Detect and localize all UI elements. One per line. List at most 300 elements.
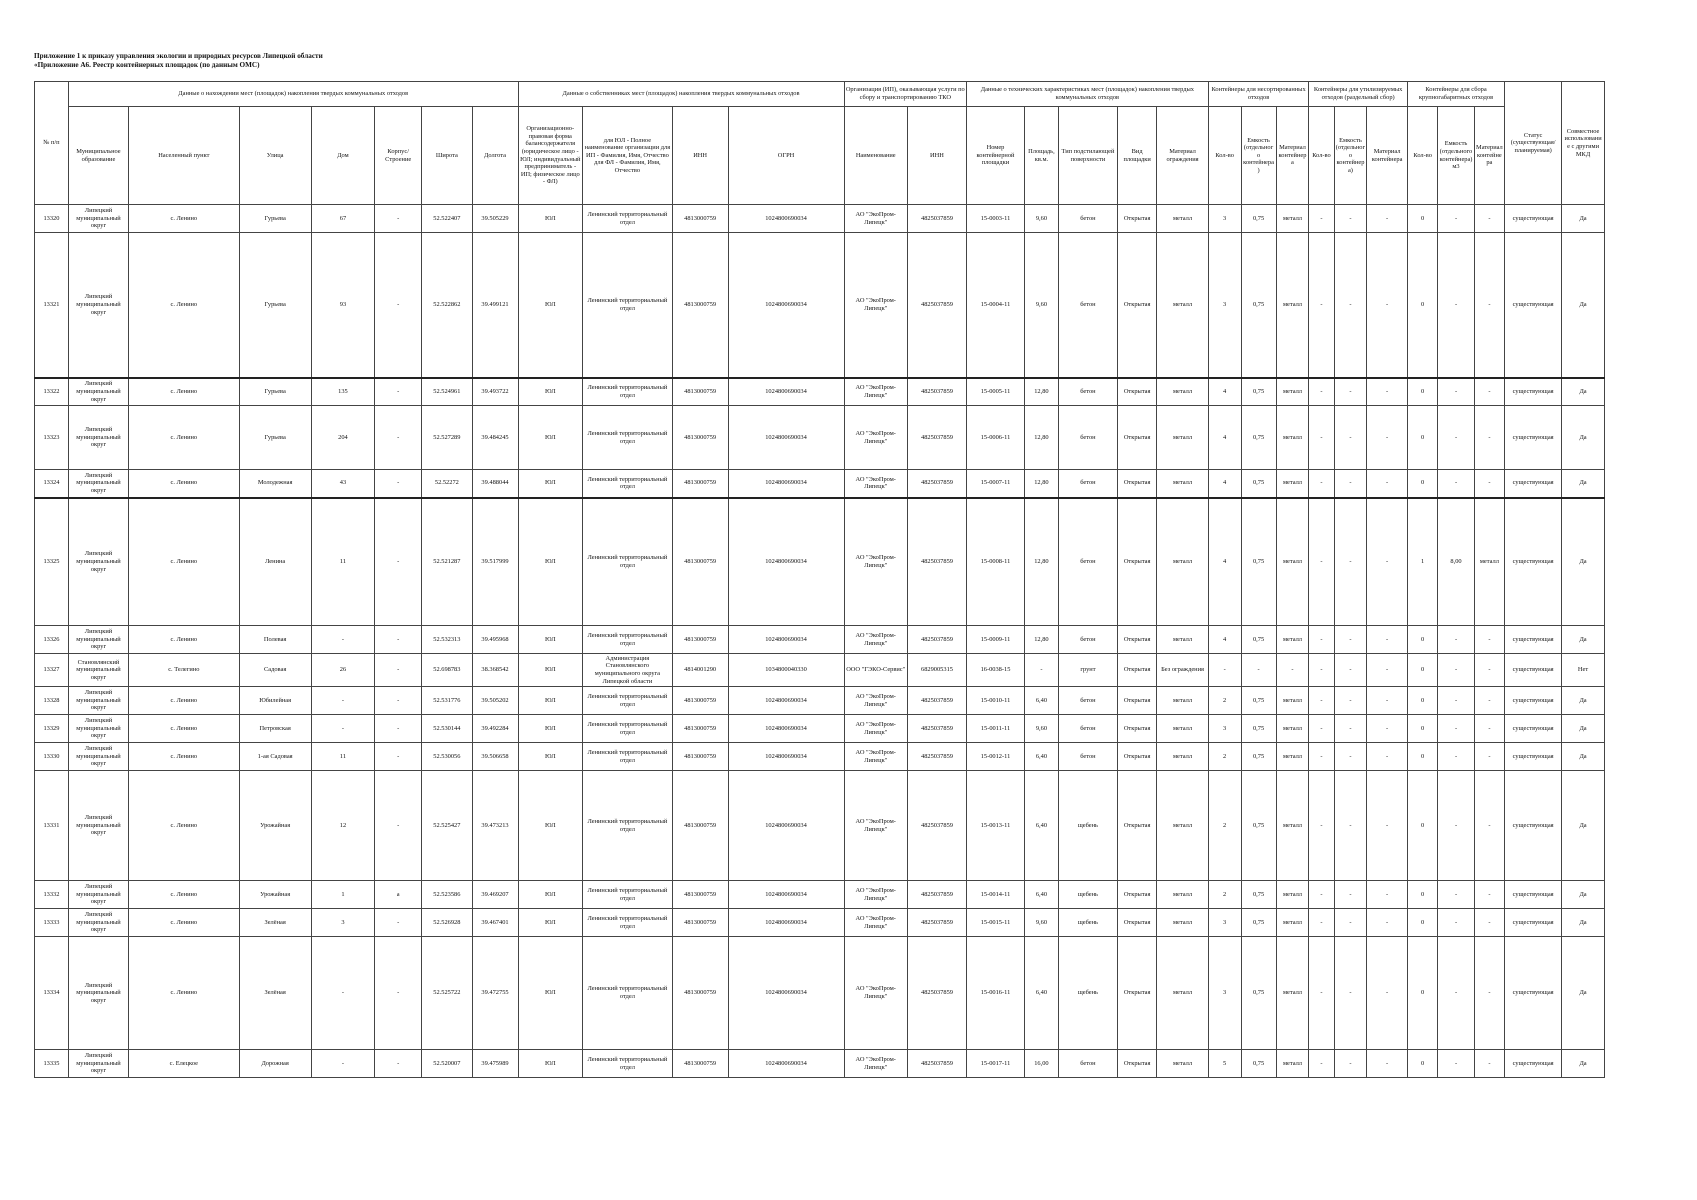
- cell-own: Ленинский территориальный отдел: [583, 626, 673, 654]
- cell-typ: Открытая: [1117, 1050, 1156, 1078]
- cell-stat: существующая: [1505, 771, 1562, 881]
- cell-rv: -: [1334, 654, 1367, 687]
- table-row: [35, 909, 1605, 937]
- cell-opinn: 4825037859: [907, 626, 966, 654]
- cell-inn: 4813000759: [672, 205, 728, 233]
- cell-rv: -: [1334, 470, 1367, 498]
- cell-own: Ленинский территориальный отдел: [583, 687, 673, 715]
- cell-lat: 52.524961: [422, 378, 472, 406]
- cell-own: Администрация Становлянского муниципального округа Липецкой области: [583, 654, 673, 687]
- header-group-operator: Организация (ИП), оказывающая услуги по сбору и транспортированию ТКО: [844, 82, 967, 107]
- cell-sh: Да: [1562, 498, 1605, 626]
- cell-lon: 39.492284: [472, 715, 518, 743]
- cell-inn: 4813000759: [672, 233, 728, 378]
- cell-rq: -: [1309, 881, 1334, 909]
- cell-n: 13329: [35, 715, 69, 743]
- cell-rq: -: [1309, 378, 1334, 406]
- cell-um: металл: [1276, 498, 1309, 626]
- cell-lon: 38.368542: [472, 654, 518, 687]
- cell-bq: 0: [1407, 881, 1438, 909]
- cell-lon: 39.467401: [472, 909, 518, 937]
- table-row: [35, 626, 1605, 654]
- cell-stat: существующая: [1505, 654, 1562, 687]
- cell-inn: 4813000759: [672, 881, 728, 909]
- header-col-recycle-material: Материал контейнера: [1367, 107, 1407, 205]
- cell-s: с. Ленино: [129, 205, 239, 233]
- header-col-site-type: Вид площадки: [1117, 107, 1156, 205]
- cell-stat: существующая: [1505, 233, 1562, 378]
- cell-b: -: [375, 498, 422, 626]
- cell-sur: бетон: [1058, 205, 1117, 233]
- cell-b: -: [375, 654, 422, 687]
- cell-lf: ЮЛ: [518, 406, 583, 470]
- cell-lf: ЮЛ: [518, 909, 583, 937]
- cell-rm: -: [1367, 1050, 1407, 1078]
- cell-inn: 4813000759: [672, 378, 728, 406]
- cell-stat: существующая: [1505, 378, 1562, 406]
- cell-bm: -: [1474, 406, 1505, 470]
- cell-opinn: 4825037859: [907, 909, 966, 937]
- cell-mun: Липецкий муниципальный округ: [68, 881, 128, 909]
- cell-site: 15-0016-11: [967, 937, 1025, 1050]
- cell-uv: 0,75: [1241, 470, 1276, 498]
- cell-lon: 39.488044: [472, 470, 518, 498]
- cell-lf: ЮЛ: [518, 1050, 583, 1078]
- cell-s: с. Ленино: [129, 771, 239, 881]
- cell-bv: -: [1438, 233, 1474, 378]
- cell-bq: 0: [1407, 626, 1438, 654]
- cell-uq: 3: [1208, 715, 1241, 743]
- cell-ogrn: 1024800690034: [728, 743, 844, 771]
- cell-own: Ленинский территориальный отдел: [583, 498, 673, 626]
- cell-op: АО "ЭкоПром-Липецк": [844, 909, 907, 937]
- cell-bq: 0: [1407, 233, 1438, 378]
- cell-typ: Открытая: [1117, 715, 1156, 743]
- cell-bq: 0: [1407, 406, 1438, 470]
- cell-bv: 8,00: [1438, 498, 1474, 626]
- cell-fen: металл: [1157, 378, 1208, 406]
- cell-lon: 39.499121: [472, 233, 518, 378]
- cell-opinn: 4825037859: [907, 406, 966, 470]
- cell-fen: металл: [1157, 937, 1208, 1050]
- cell-op: АО "ЭкоПром-Липецк": [844, 205, 907, 233]
- cell-bm: -: [1474, 626, 1505, 654]
- cell-bv: -: [1438, 715, 1474, 743]
- cell-n: 13324: [35, 470, 69, 498]
- cell-op: АО "ЭкоПром-Липецк": [844, 233, 907, 378]
- cell-site: 15-0009-11: [967, 626, 1025, 654]
- cell-n: 13326: [35, 626, 69, 654]
- cell-rq: -: [1309, 654, 1334, 687]
- header-col-inn: ИНН: [672, 107, 728, 205]
- cell-s: с. Ленино: [129, 470, 239, 498]
- cell-sur: бетон: [1058, 626, 1117, 654]
- cell-rm: -: [1367, 406, 1407, 470]
- header-group-location: Данные о нахождении мест (площадок) накопления твердых коммунальных отходов: [68, 82, 518, 107]
- cell-s: с. Телегино: [129, 654, 239, 687]
- cell-rm: -: [1367, 909, 1407, 937]
- cell-fen: металл: [1157, 687, 1208, 715]
- cell-lat: 52.525722: [422, 937, 472, 1050]
- cell-bv: -: [1438, 654, 1474, 687]
- cell-site: 15-0010-11: [967, 687, 1025, 715]
- cell-sur: грунт: [1058, 654, 1117, 687]
- cell-rq: -: [1309, 470, 1334, 498]
- cell-stat: существующая: [1505, 909, 1562, 937]
- cell-s: с. Ленино: [129, 378, 239, 406]
- cell-mun: Липецкий муниципальный округ: [68, 626, 128, 654]
- cell-bq: 0: [1407, 687, 1438, 715]
- cell-rq: -: [1309, 233, 1334, 378]
- cell-lf: ЮЛ: [518, 937, 583, 1050]
- cell-s: с. Ленино: [129, 937, 239, 1050]
- cell-site: 15-0003-11: [967, 205, 1025, 233]
- cell-n: 13335: [35, 1050, 69, 1078]
- cell-s: с. Ленино: [129, 909, 239, 937]
- header-col-bulky-material: Материал контейнера: [1474, 107, 1505, 205]
- cell-um: металл: [1276, 1050, 1309, 1078]
- cell-mun: Липецкий муниципальный округ: [68, 909, 128, 937]
- cell-um: металл: [1276, 771, 1309, 881]
- cell-lon: 39.472755: [472, 937, 518, 1050]
- cell-sh: Да: [1562, 470, 1605, 498]
- cell-uv: 0,75: [1241, 771, 1276, 881]
- cell-sur: бетон: [1058, 378, 1117, 406]
- cell-own: Ленинский территориальный отдел: [583, 937, 673, 1050]
- cell-st: Гурьева: [239, 406, 311, 470]
- cell-rv: -: [1334, 715, 1367, 743]
- cell-b: -: [375, 205, 422, 233]
- cell-fen: металл: [1157, 909, 1208, 937]
- cell-um: металл: [1276, 687, 1309, 715]
- cell-st: Гурьева: [239, 205, 311, 233]
- cell-sh: Да: [1562, 909, 1605, 937]
- cell-lat: 52.531776: [422, 687, 472, 715]
- cell-typ: Открытая: [1117, 205, 1156, 233]
- cell-fen: металл: [1157, 1050, 1208, 1078]
- cell-n: 13334: [35, 937, 69, 1050]
- cell-n: 13320: [35, 205, 69, 233]
- cell-mun: Липецкий муниципальный округ: [68, 233, 128, 378]
- cell-bm: -: [1474, 909, 1505, 937]
- cell-sur: бетон: [1058, 715, 1117, 743]
- cell-rm: -: [1367, 378, 1407, 406]
- header-group-recycle: Контейнеры для утилизируемых отходов (раздельный сбор): [1309, 82, 1407, 107]
- cell-fen: металл: [1157, 498, 1208, 626]
- cell-bm: -: [1474, 654, 1505, 687]
- cell-uv: 0,75: [1241, 881, 1276, 909]
- cell-rq: -: [1309, 205, 1334, 233]
- cell-opinn: 4825037859: [907, 470, 966, 498]
- cell-typ: Открытая: [1117, 937, 1156, 1050]
- cell-own: Ленинский территориальный отдел: [583, 470, 673, 498]
- cell-mun: Липецкий муниципальный округ: [68, 687, 128, 715]
- header-col-surface: Тип подстилающей поверхности: [1058, 107, 1117, 205]
- cell-rm: -: [1367, 470, 1407, 498]
- cell-rm: -: [1367, 626, 1407, 654]
- cell-lf: ЮЛ: [518, 498, 583, 626]
- cell-uq: 2: [1208, 771, 1241, 881]
- cell-area: -: [1024, 654, 1058, 687]
- cell-rv: -: [1334, 687, 1367, 715]
- cell-lf: ЮЛ: [518, 881, 583, 909]
- cell-st: Урожайная: [239, 881, 311, 909]
- cell-opinn: 4825037859: [907, 771, 966, 881]
- cell-sur: бетон: [1058, 498, 1117, 626]
- cell-area: 6,40: [1024, 771, 1058, 881]
- cell-opinn: 4825037859: [907, 233, 966, 378]
- cell-op: АО "ЭкоПром-Липецк": [844, 378, 907, 406]
- cell-uq: 3: [1208, 233, 1241, 378]
- cell-area: 6,40: [1024, 687, 1058, 715]
- cell-site: 15-0012-11: [967, 743, 1025, 771]
- cell-typ: Открытая: [1117, 498, 1156, 626]
- cell-area: 9,60: [1024, 715, 1058, 743]
- cell-sh: Да: [1562, 715, 1605, 743]
- cell-own: Ленинский территориальный отдел: [583, 771, 673, 881]
- cell-own: Ленинский территориальный отдел: [583, 205, 673, 233]
- cell-fen: металл: [1157, 470, 1208, 498]
- cell-uv: 0,75: [1241, 233, 1276, 378]
- cell-lf: ЮЛ: [518, 654, 583, 687]
- cell-uv: 0,75: [1241, 743, 1276, 771]
- cell-lon: 39.505202: [472, 687, 518, 715]
- cell-lat: 52.532313: [422, 626, 472, 654]
- cell-st: Юбилейная: [239, 687, 311, 715]
- cell-bm: металл: [1474, 498, 1505, 626]
- cell-ogrn: 1024800690034: [728, 881, 844, 909]
- cell-bv: -: [1438, 771, 1474, 881]
- cell-rm: -: [1367, 498, 1407, 626]
- cell-site: 15-0011-11: [967, 715, 1025, 743]
- cell-typ: Открытая: [1117, 406, 1156, 470]
- cell-op: АО "ЭкоПром-Липецк": [844, 406, 907, 470]
- cell-bq: 0: [1407, 909, 1438, 937]
- cell-bv: -: [1438, 937, 1474, 1050]
- cell-uv: 0,75: [1241, 909, 1276, 937]
- cell-lf: ЮЛ: [518, 715, 583, 743]
- header-group-owners: Данные о собственниках мест (площадок) накопления твердых коммунальных отходов: [518, 82, 844, 107]
- cell-um: металл: [1276, 715, 1309, 743]
- cell-s: с. Ленино: [129, 881, 239, 909]
- cell-bq: 0: [1407, 743, 1438, 771]
- cell-sh: Нет: [1562, 654, 1605, 687]
- cell-bq: 0: [1407, 654, 1438, 687]
- cell-ogrn: 1024800690034: [728, 1050, 844, 1078]
- cell-ogrn: 1034800040330: [728, 654, 844, 687]
- table-row: [35, 406, 1605, 470]
- cell-h: 135: [311, 378, 374, 406]
- cell-typ: Открытая: [1117, 378, 1156, 406]
- cell-um: металл: [1276, 626, 1309, 654]
- cell-inn: 4813000759: [672, 743, 728, 771]
- header-status: Статус (существующая/ планируемая): [1505, 82, 1562, 205]
- cell-b: -: [375, 378, 422, 406]
- cell-op: АО "ЭкоПром-Липецк": [844, 1050, 907, 1078]
- cell-ogrn: 1024800690034: [728, 771, 844, 881]
- cell-op: АО "ЭкоПром-Липецк": [844, 687, 907, 715]
- cell-bv: -: [1438, 881, 1474, 909]
- cell-rm: -: [1367, 687, 1407, 715]
- cell-lat: 52.698783: [422, 654, 472, 687]
- cell-st: Зелёная: [239, 909, 311, 937]
- cell-bm: -: [1474, 1050, 1505, 1078]
- cell-mun: Липецкий муниципальный округ: [68, 406, 128, 470]
- cell-lf: ЮЛ: [518, 687, 583, 715]
- cell-uv: 0,75: [1241, 687, 1276, 715]
- cell-h: 12: [311, 771, 374, 881]
- header-col-recycle-volume: Емкость (отдельного контейнера): [1334, 107, 1367, 205]
- cell-bm: -: [1474, 743, 1505, 771]
- cell-h: 43: [311, 470, 374, 498]
- cell-bv: -: [1438, 406, 1474, 470]
- cell-own: Ленинский территориальный отдел: [583, 909, 673, 937]
- cell-lon: 39.506658: [472, 743, 518, 771]
- cell-lat: 52.527289: [422, 406, 472, 470]
- cell-bm: -: [1474, 470, 1505, 498]
- cell-n: 13321: [35, 233, 69, 378]
- cell-op: АО "ЭкоПром-Липецк": [844, 498, 907, 626]
- cell-b: -: [375, 626, 422, 654]
- cell-ogrn: 1024800690034: [728, 687, 844, 715]
- cell-area: 6,40: [1024, 743, 1058, 771]
- cell-uv: 0,75: [1241, 378, 1276, 406]
- cell-rq: -: [1309, 498, 1334, 626]
- cell-st: Дорожная: [239, 1050, 311, 1078]
- cell-typ: Открытая: [1117, 771, 1156, 881]
- cell-uv: 0,75: [1241, 715, 1276, 743]
- cell-b: -: [375, 406, 422, 470]
- cell-rv: -: [1334, 378, 1367, 406]
- cell-uv: 0,75: [1241, 406, 1276, 470]
- cell-uv: 0,75: [1241, 498, 1276, 626]
- cell-area: 12,80: [1024, 498, 1058, 626]
- cell-lat: 52.530144: [422, 715, 472, 743]
- cell-opinn: 4825037859: [907, 205, 966, 233]
- cell-stat: существующая: [1505, 498, 1562, 626]
- cell-h: -: [311, 687, 374, 715]
- cell-fen: металл: [1157, 233, 1208, 378]
- cell-bq: 0: [1407, 1050, 1438, 1078]
- cell-um: металл: [1276, 743, 1309, 771]
- cell-st: Петровская: [239, 715, 311, 743]
- cell-mun: Липецкий муниципальный округ: [68, 470, 128, 498]
- cell-inn: 4813000759: [672, 498, 728, 626]
- cell-h: 204: [311, 406, 374, 470]
- cell-op: АО "ЭкоПром-Липецк": [844, 881, 907, 909]
- cell-bq: 0: [1407, 378, 1438, 406]
- cell-sur: бетон: [1058, 406, 1117, 470]
- cell-opinn: 4825037859: [907, 687, 966, 715]
- cell-uq: 3: [1208, 205, 1241, 233]
- cell-n: 13323: [35, 406, 69, 470]
- header-col-unsorted-volume: Емкость (отдельного контейнера): [1241, 107, 1276, 205]
- cell-bv: -: [1438, 626, 1474, 654]
- cell-bm: -: [1474, 233, 1505, 378]
- cell-st: Урожайная: [239, 771, 311, 881]
- cell-um: -: [1276, 654, 1309, 687]
- cell-b: -: [375, 233, 422, 378]
- table-body: [35, 205, 1605, 1078]
- cell-op: АО "ЭкоПром-Липецк": [844, 771, 907, 881]
- table-row: [35, 470, 1605, 498]
- cell-rq: -: [1309, 909, 1334, 937]
- cell-um: металл: [1276, 937, 1309, 1050]
- cell-sh: Да: [1562, 233, 1605, 378]
- cell-opinn: 4825037859: [907, 1050, 966, 1078]
- cell-s: с. Ленино: [129, 626, 239, 654]
- cell-b: -: [375, 909, 422, 937]
- cell-h: 1: [311, 881, 374, 909]
- cell-inn: 4813000759: [672, 937, 728, 1050]
- header-col-area: Площадь, кв.м.: [1024, 107, 1058, 205]
- title-line-1: Приложение 1 к приказу управления экологии и природных ресурсов Липецкой области: [34, 52, 323, 60]
- header-shared: Совместное использование с другими МКД: [1562, 82, 1605, 205]
- cell-s: с. Ленино: [129, 498, 239, 626]
- cell-sur: щебень: [1058, 909, 1117, 937]
- cell-inn: 4813000759: [672, 406, 728, 470]
- cell-mun: Липецкий муниципальный округ: [68, 715, 128, 743]
- header-col-building: Корпус/Строение: [375, 107, 422, 205]
- cell-lat: 52.522862: [422, 233, 472, 378]
- cell-sur: бетон: [1058, 1050, 1117, 1078]
- cell-rv: -: [1334, 498, 1367, 626]
- cell-bm: -: [1474, 771, 1505, 881]
- cell-bm: -: [1474, 881, 1505, 909]
- cell-typ: Открытая: [1117, 743, 1156, 771]
- cell-ogrn: 1024800690034: [728, 233, 844, 378]
- cell-area: 6,40: [1024, 937, 1058, 1050]
- cell-fen: металл: [1157, 715, 1208, 743]
- header-col-bulky-qty: Кол-во: [1407, 107, 1438, 205]
- cell-fen: металл: [1157, 881, 1208, 909]
- cell-um: металл: [1276, 909, 1309, 937]
- cell-uq: 4: [1208, 470, 1241, 498]
- cell-bq: 0: [1407, 937, 1438, 1050]
- cell-typ: Открытая: [1117, 909, 1156, 937]
- cell-h: 26: [311, 654, 374, 687]
- cell-fen: Без ограждения: [1157, 654, 1208, 687]
- cell-n: 13322: [35, 378, 69, 406]
- cell-bq: 1: [1407, 498, 1438, 626]
- cell-lat: 52.520007: [422, 1050, 472, 1078]
- cell-rm: -: [1367, 881, 1407, 909]
- cell-typ: Открытая: [1117, 626, 1156, 654]
- cell-sh: Да: [1562, 881, 1605, 909]
- cell-fen: металл: [1157, 406, 1208, 470]
- cell-ogrn: 1024800690034: [728, 470, 844, 498]
- cell-n: 13333: [35, 909, 69, 937]
- cell-st: Молодежная: [239, 470, 311, 498]
- cell-rv: -: [1334, 406, 1367, 470]
- cell-lf: ЮЛ: [518, 378, 583, 406]
- cell-h: 67: [311, 205, 374, 233]
- cell-site: 15-0015-11: [967, 909, 1025, 937]
- cell-bv: -: [1438, 909, 1474, 937]
- cell-st: Гурьева: [239, 378, 311, 406]
- cell-ogrn: 1024800690034: [728, 498, 844, 626]
- cell-h: 11: [311, 498, 374, 626]
- cell-mun: Липецкий муниципальный округ: [68, 771, 128, 881]
- cell-rv: -: [1334, 771, 1367, 881]
- cell-rm: -: [1367, 233, 1407, 378]
- header-col-owner-name: для ЮЛ - Полное наименование организации для ИП - Фамилия, Имя, Отчество для ФЛ - Фамилия, Имя, Отчество: [583, 107, 673, 205]
- header-col-settlement: Населенный пункт: [129, 107, 239, 205]
- cell-fen: металл: [1157, 743, 1208, 771]
- cell-lon: 39.475989: [472, 1050, 518, 1078]
- cell-stat: существующая: [1505, 406, 1562, 470]
- cell-opinn: 4825037859: [907, 715, 966, 743]
